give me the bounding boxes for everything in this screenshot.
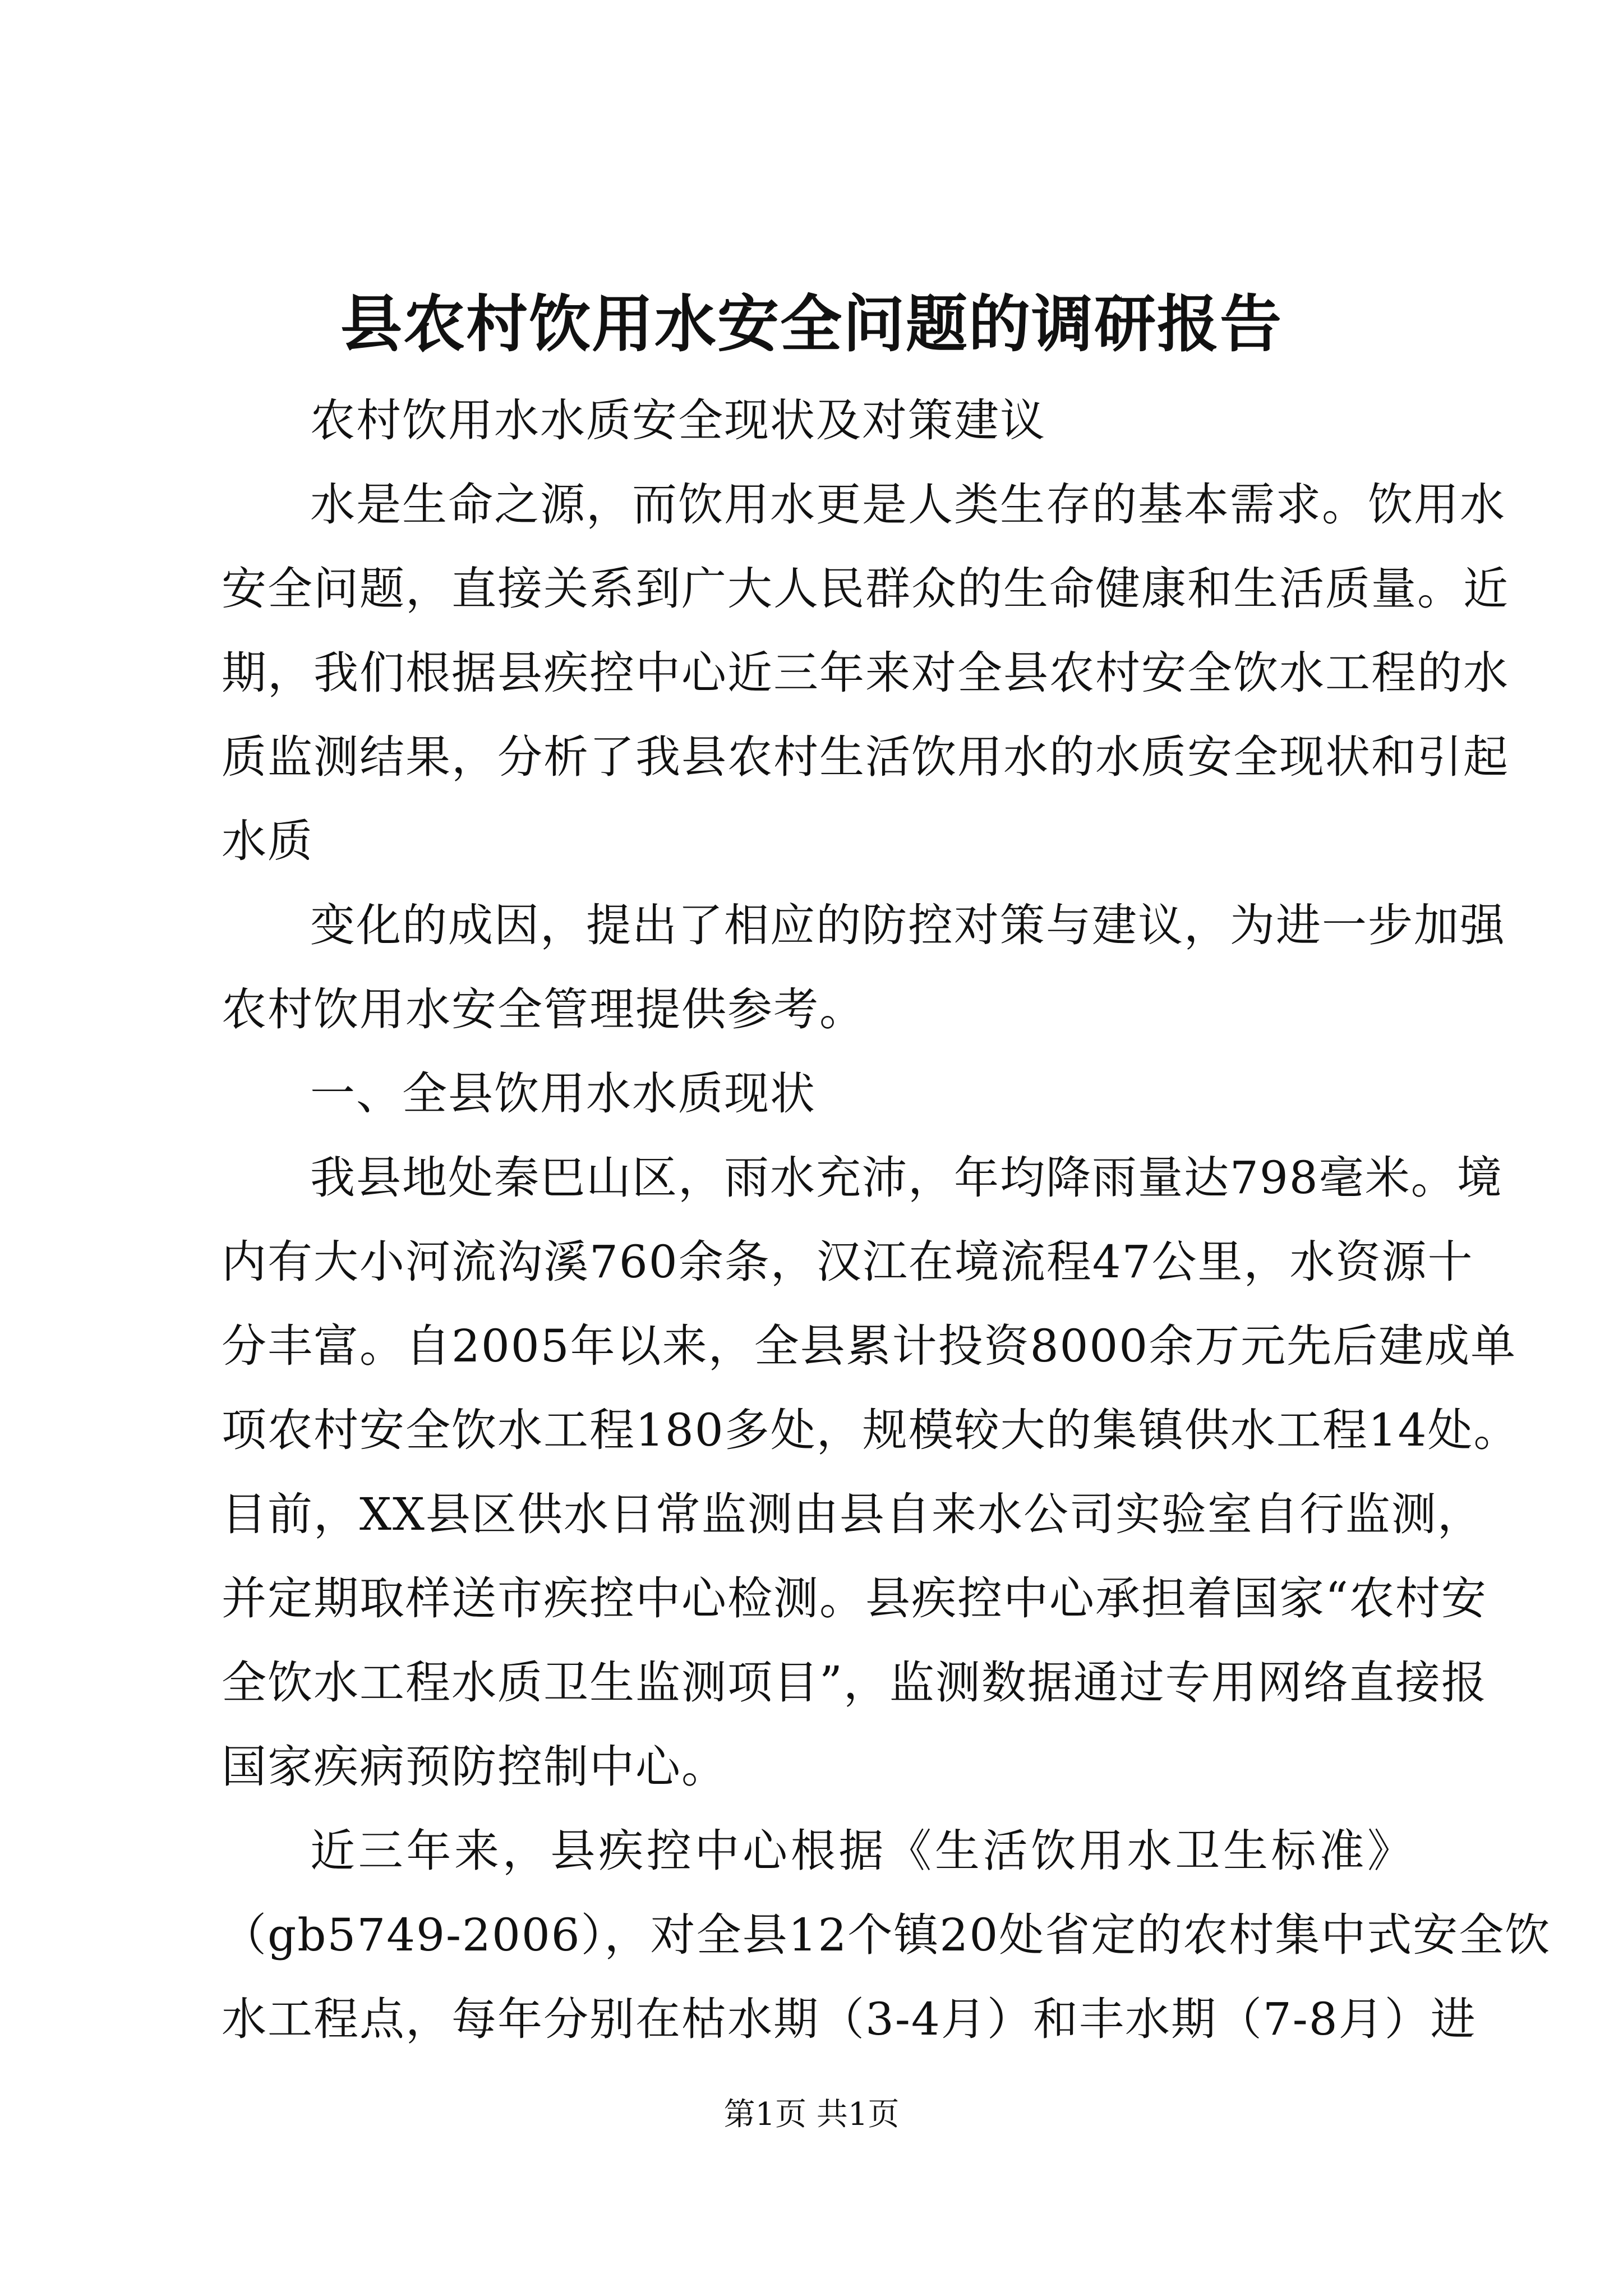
paragraph-line: 水是生命之源，而饮用水更是人类生存的基本需求。饮用水	[310, 478, 1506, 531]
paragraph-line: 质监测结果，分析了我县农村生活饮用水的水质安全现状和引起	[222, 731, 1509, 783]
document-body	[222, 379, 1551, 2062]
paragraph-line: 近三年来，县疾控中心根据《生活饮用水卫生标准》	[310, 1825, 1413, 1877]
paragraph-line: 水工程点，每年分别在枯水期（3-4月）和丰水期（7-8月）进	[222, 1993, 1477, 2045]
section-heading: 一、全县饮用水水质现状	[310, 1068, 816, 1120]
paragraph-line: 全饮水工程水质卫生监测项目”，监测数据通过专用网络直接报	[222, 1657, 1487, 1709]
document-title: 县农村饮用水安全问题的调研报告	[340, 288, 1283, 360]
paragraph-line: 并定期取样送市疾控中心检测。县疾控中心承担着国家“农村安	[222, 1572, 1487, 1625]
page-number-footer: 第1页 共1页	[723, 2096, 900, 2133]
paragraph-line: 内有大小河流沟溪760余条，汉江在境流程47公里，水资源十	[222, 1236, 1474, 1288]
paragraph-line: 我县地处秦巴山区，雨水充沛，年均降雨量达798毫米。境	[310, 1152, 1503, 1204]
paragraph-line: 变化的成因，提出了相应的防控对策与建议，为进一步加强	[310, 899, 1506, 951]
subtitle-line: 农村饮用水水质安全现状及对策建议	[310, 394, 1046, 447]
paragraph-line: 安全问题，直接关系到广大人民群众的生命健康和生活质量。近	[222, 563, 1509, 615]
paragraph-line: 农村饮用水安全管理提供参考。	[222, 983, 865, 1036]
paragraph-line: （gb5749-2006），对全县12个镇20处省定的农村集中式安全饮	[222, 1909, 1551, 1961]
paragraph-line: 分丰富。自2005年以来，全县累计投资8000余万元先后建成单	[222, 1320, 1517, 1372]
paragraph-line: 国家疾病预防控制中心。	[222, 1741, 727, 1793]
paragraph-line: 水质	[222, 815, 313, 867]
paragraph-line: 目前，XX县区供水日常监测由县自来水公司实验室自行监测，	[222, 1488, 1483, 1540]
paragraph-line: 项农村安全饮水工程180多处，规模较大的集镇供水工程14处。	[222, 1404, 1520, 1456]
paragraph-line: 期，我们根据县疾控中心近三年来对全县农村安全饮水工程的水	[222, 647, 1509, 699]
